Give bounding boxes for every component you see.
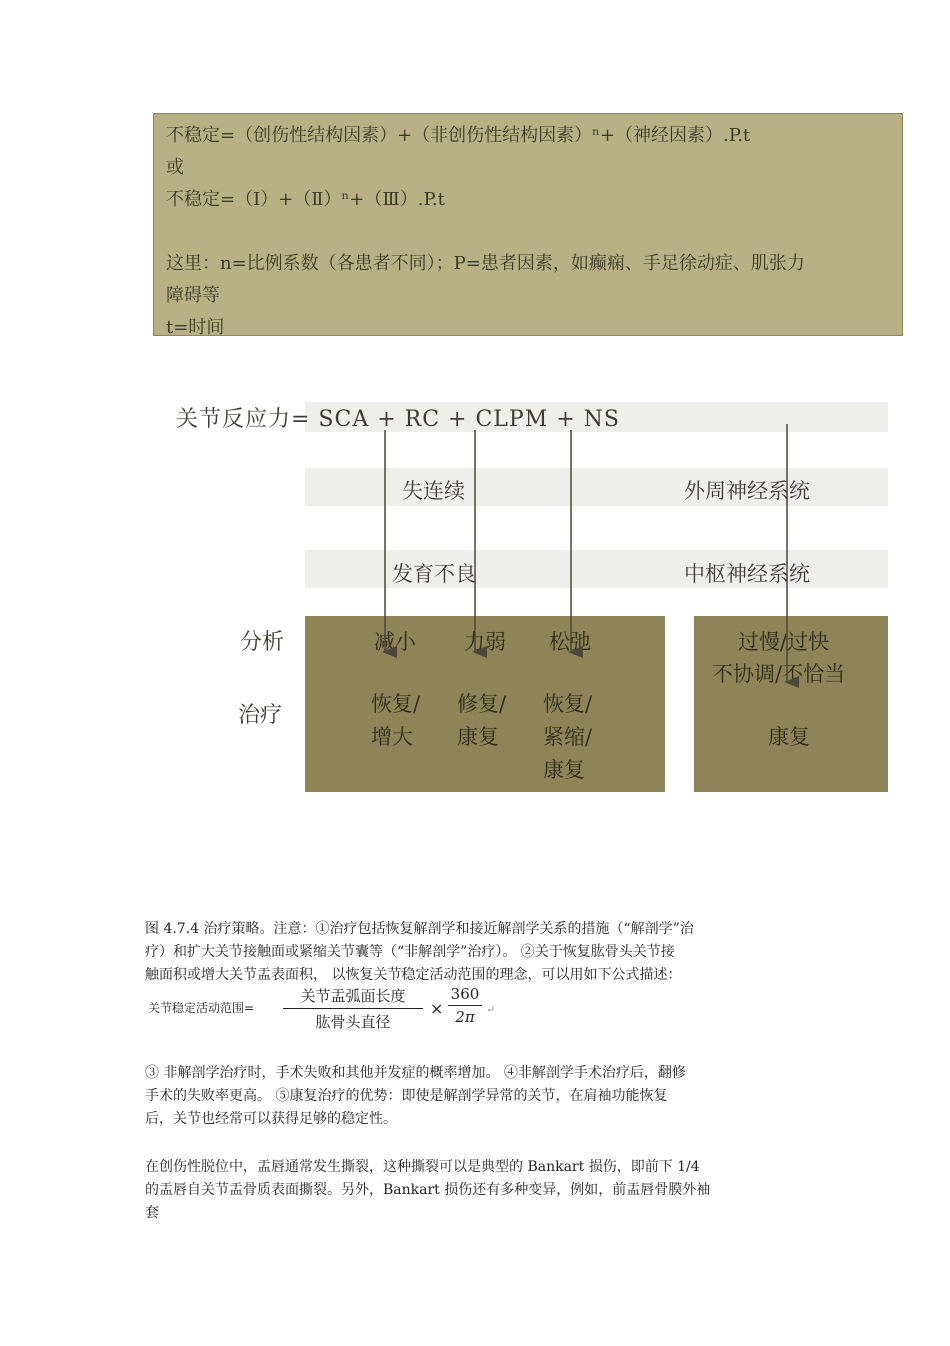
fraction-2-denominator: 2π (455, 1008, 475, 1026)
formula-line: 或 (166, 157, 184, 178)
body-paragraph (145, 1156, 810, 1225)
treatment-item: 增大 (371, 725, 413, 749)
notes-line: ③ 非解剖学治疗时，手术失败和其他并发症的概率增加。 ④非解剖学手术治疗后，翻修 (145, 1065, 686, 1081)
formula-box (153, 113, 903, 336)
arrows-overlay (0, 390, 950, 810)
body-line: 在创伤性脱位中，盂唇通常发生撕裂，这种撕裂可以是典型的 Bankart 损伤，即前下 1/4 (145, 1159, 700, 1175)
left-band-1-label: 失连续 (402, 479, 465, 503)
caption-line: 疗）和扩大关节接触面或紧缩关节囊等（“非解剖学”治疗）。 ②关于恢复肱骨头关节接 (145, 944, 675, 960)
right-treatment-item: 康复 (768, 725, 810, 749)
treatment-item: 紧缩/ (543, 725, 593, 749)
right-band-2-label: 中枢神经系统 (684, 562, 810, 586)
formula-line: t=时间 (166, 317, 225, 338)
right-analysis-item: 过慢/过快 (738, 630, 830, 654)
figure-caption (145, 918, 810, 987)
row-analysis-label: 分析 (240, 630, 285, 655)
paragraph-mark-icon: ↵ (486, 1003, 496, 1016)
body-line: 套 (145, 1205, 159, 1221)
formula-line: 不稳定=（创伤性结构因素）+（非创伤性结构因素）ⁿ+（神经因素）.P.t (166, 125, 751, 146)
treatment-item: 恢复/ (543, 692, 593, 716)
notes-line: 手术的失败率更高。 ⑤康复治疗的优势：即使是解剖学异常的关节，在肩袖功能恢复 (145, 1088, 668, 1104)
formula-lhs: 关节稳定活动范围= (148, 1001, 255, 1015)
row-treatment-label: 治疗 (238, 703, 283, 728)
caption-line: 触面积或增大关节盂表面积， 以恢复关节稳定活动范围的理念，可以用如下公式描述： (145, 967, 682, 983)
treatment-strategy-diagram (0, 390, 950, 810)
notes-paragraph (145, 1062, 810, 1131)
formula-line (166, 216, 890, 248)
fraction-1 (283, 985, 423, 1032)
analysis-item: 力弱 (464, 630, 506, 654)
right-analysis-item: 不协调/不恰当 (712, 662, 846, 686)
treatment-item: 修复/ (457, 692, 507, 716)
fraction-2 (448, 985, 482, 1026)
equation-label: 关节反应力= SCA + RC + CLPM + NS (176, 407, 620, 432)
treatment-item: 恢复/ (371, 692, 421, 716)
analysis-item: 松弛 (549, 630, 591, 654)
times-sign: × (430, 999, 444, 1018)
left-band-2-label: 发育不良 (392, 562, 476, 586)
formula-line: 这里：n=比例系数（各患者不同）；P=患者因素，如癫痫、手足徐动症、肌张力 (166, 253, 805, 274)
fraction-2-numerator: 360 (448, 985, 482, 1006)
treatment-item: 康复 (457, 725, 499, 749)
caption-line: 图 4.7.4 治疗策略。注意：①治疗包括恢复解剖学和接近解剖学关系的措施（“解剖学”治 (145, 921, 694, 937)
fraction-1-denominator: 肱骨头直径 (315, 1013, 391, 1031)
right-band-1-label: 外周神经系统 (684, 479, 810, 503)
analysis-item: 减小 (374, 630, 416, 654)
notes-line: 后，关节也经常可以获得足够的稳定性。 (145, 1111, 397, 1127)
formula-line: 不稳定=（Ⅰ）+（Ⅱ）ⁿ+（Ⅲ）.P.t (166, 189, 445, 210)
treatment-item: 康复 (543, 758, 585, 782)
formula-line: 障碍等 (166, 285, 220, 306)
fraction-1-numerator: 关节盂弧面长度 (283, 985, 423, 1009)
body-line: 的盂唇自关节盂骨质表面撕裂。另外，Bankart 损伤还有多种变异，例如，前盂唇骨膜外袖 (145, 1182, 711, 1198)
